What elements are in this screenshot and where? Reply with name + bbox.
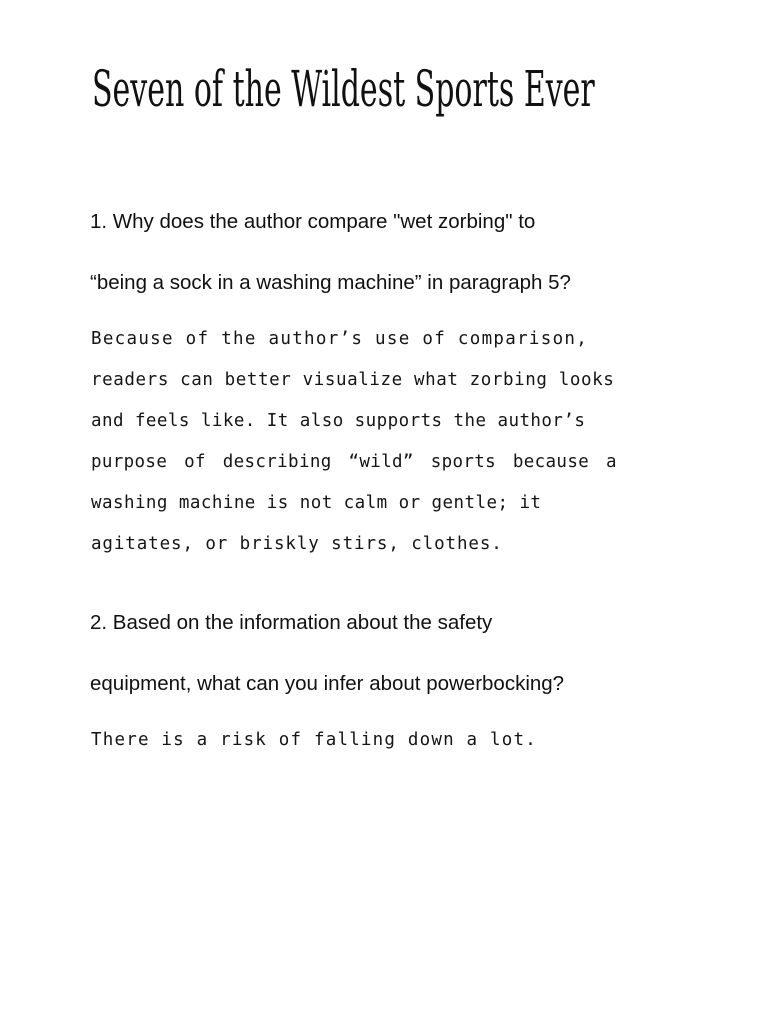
answer-2 [91,720,691,761]
question-1-line-1: 1. Why does the author compare "wet zorbing" to [90,210,536,233]
question-2-line-2: equipment, what can you infer about powerbocking? [90,672,565,695]
answer-1-line-5: washing machine is not calm or gentle; it [91,493,542,513]
question-2 [90,592,690,714]
question-1-line-2: “being a sock in a washing machine” in paragraph 5? [90,271,571,294]
answer-2-line-1: There is a risk of falling down a lot. [91,730,537,750]
answer-1-line-3: and feels like. It also supports the author’s [91,411,586,431]
question-1 [90,191,690,313]
answer-1-line-6: agitates, or briskly stirs, clothes. [91,534,503,554]
document-title: Seven of the Wildest Sports Ever [92,60,595,118]
answer-1 [91,319,691,565]
question-2-line-1: 2. Based on the information about the safety [90,611,493,634]
answer-1-line-1: Because of the author’s use of comparison, [91,329,589,349]
answer-1-line-2: readers can better visualize what zorbing looks [91,370,615,390]
answer-1-line-4: purpose of describing “wild” sports because a [91,452,617,472]
